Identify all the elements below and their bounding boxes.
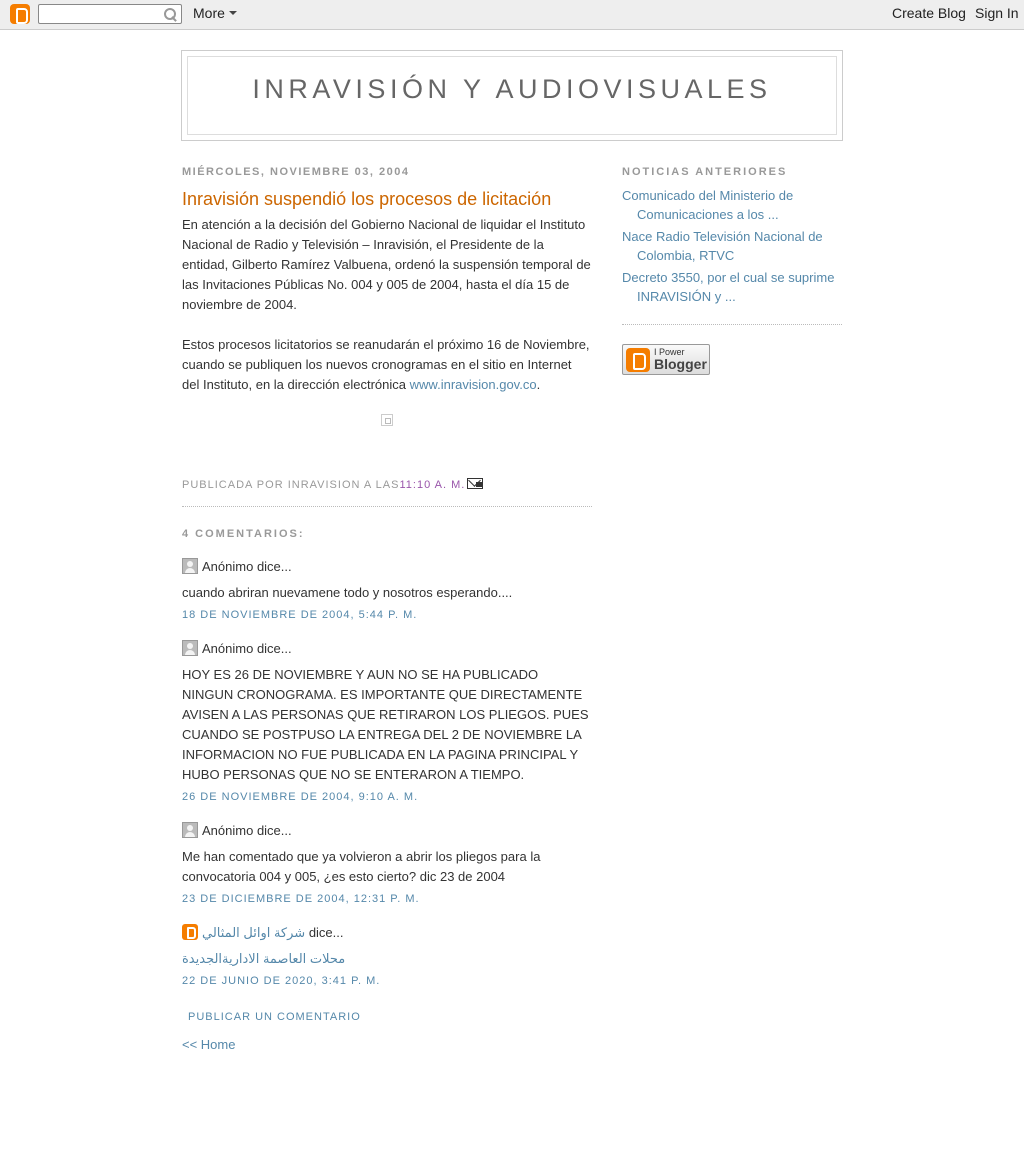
create-blog-link[interactable]: Create Blog bbox=[892, 5, 966, 21]
search-icon[interactable] bbox=[163, 7, 177, 21]
comment-timestamp-link[interactable]: 18 DE NOVIEMBRE DE 2004, 5:44 P. M. bbox=[182, 609, 418, 621]
comment-author-name: Anónimo bbox=[202, 641, 254, 656]
comment-author-name: Anónimo bbox=[202, 823, 254, 838]
blogger-logo-icon[interactable] bbox=[10, 4, 30, 24]
anonymous-user-icon bbox=[182, 558, 198, 574]
blog-header bbox=[181, 50, 843, 141]
comment-body: HOY ES 26 DE NOVIEMBRE Y AUN NO SE HA PUBLICADO NINGUN CRONOGRAMA. ES IMPORTANTE QUE DIRECTAMENTE AVISEN A LAS PERSONAS QUE RETIRARON LOS PLIEGOS. PUES CUANDO SE POSTPUSO LA ENTREGA DEL 2 DE NOVIEMBRE LA INFORMACION NO FUE PUBLICADA EN LA PAGINA PRINCIPAL Y HUBO PERSONAS QUE NO SE ENTERARON A TIEMPO. bbox=[182, 667, 589, 782]
anonymous-user-icon bbox=[182, 640, 198, 656]
comment-says: dice... bbox=[256, 559, 292, 574]
anonymous-user-icon bbox=[182, 822, 198, 838]
comment-body: cuando abriran nuevamene todo y nosotros esperando.... bbox=[182, 585, 513, 600]
inravision-website-link[interactable]: www.inravision.gov.co bbox=[409, 377, 537, 392]
sidebar bbox=[622, 164, 842, 375]
post-paragraph-2-text: Estos procesos licitatorios se reanudarán el próximo 16 de Noviembre, cuando se publiquen los nuevos cronogramas en el sitio en Internet del Instituto, en la dirección electrónica bbox=[182, 337, 590, 392]
comments-header: 4 COMENTARIOS: bbox=[182, 528, 305, 540]
blogger-user-icon bbox=[182, 924, 198, 940]
comment-says: dice... bbox=[256, 641, 292, 656]
comment-timestamp bbox=[182, 973, 592, 989]
post-paragraph-1: En atención a la decisión del Gobierno Nacional de liquidar el Instituto Nacional de Radio y Televisión – Inravisión, el Presidente de la entidad, Gilberto Ramírez Valbuena, ordenó la suspensión temporal de las Invitaciones Públicas No. 004 y 005 de 2004, hasta el día 15 de noviembre de 2004. bbox=[182, 217, 591, 312]
comment-timestamp bbox=[182, 607, 592, 623]
comment-author bbox=[182, 821, 592, 841]
comment-timestamp-link[interactable]: 23 DE DICIEMBRE DE 2004, 12:31 P. M. bbox=[182, 893, 420, 905]
comment-author bbox=[182, 639, 592, 659]
post-paragraph-2 bbox=[182, 335, 592, 395]
comment-timestamp bbox=[182, 891, 592, 907]
post-author-prefix: PUBLICADA POR INRAVISION A LAS bbox=[182, 479, 400, 491]
home-link[interactable]: << Home bbox=[182, 1037, 236, 1052]
blogger-navbar bbox=[0, 0, 1024, 30]
blog-header-inner bbox=[187, 56, 837, 135]
comment-timestamp-link[interactable]: 22 DE JUNIO DE 2020, 3:41 P. M. bbox=[182, 975, 381, 987]
post-footer bbox=[182, 477, 592, 493]
previous-post-item bbox=[622, 268, 842, 306]
previous-post-item bbox=[622, 227, 842, 265]
previous-posts-list bbox=[622, 186, 842, 306]
sign-in-link[interactable]: Sign In bbox=[975, 5, 1019, 21]
comment-body: Me han comentado que ya volvieron a abrir los pliegos para la convocatoria 004 y 005, ¿es esto cierto? dic 23 de 2004 bbox=[182, 849, 541, 884]
post-comment-link[interactable]: PUBLICAR UN COMENTARIO bbox=[188, 1011, 361, 1023]
comment bbox=[182, 639, 592, 805]
post-permalink-time[interactable]: 11:10 A. M. bbox=[399, 479, 466, 491]
post-divider bbox=[182, 506, 592, 507]
post-body bbox=[182, 215, 592, 395]
comment bbox=[182, 557, 592, 623]
sidebar-header: NOTICIAS ANTERIORES bbox=[622, 166, 788, 178]
search-input[interactable] bbox=[38, 4, 182, 24]
comment-says: dice... bbox=[256, 823, 292, 838]
previous-post-link[interactable]: Nace Radio Televisión Nacional de Colombia, RTVC bbox=[622, 229, 823, 263]
blog-title[interactable]: INRAVISIÓN Y AUDIOVISUALES bbox=[252, 74, 772, 104]
more-menu-button[interactable] bbox=[193, 5, 237, 21]
previous-post-item bbox=[622, 186, 842, 224]
more-label: More bbox=[193, 5, 225, 21]
post-title: Inravisión suspendió los procesos de licitación bbox=[182, 189, 552, 209]
comment bbox=[182, 821, 592, 907]
comment bbox=[182, 923, 592, 989]
comment-body-link[interactable]: محلات العاصمة الاداريةالجديدة bbox=[182, 951, 346, 966]
badge-big-text: Blogger bbox=[654, 356, 707, 372]
sidebar-divider bbox=[622, 324, 842, 325]
comment-says: dice... bbox=[308, 925, 344, 940]
comment-author bbox=[182, 557, 592, 577]
comment-author bbox=[182, 923, 592, 943]
email-post-icon[interactable] bbox=[467, 478, 483, 489]
powered-by-blogger-badge[interactable] bbox=[622, 344, 710, 375]
previous-post-link[interactable]: Comunicado del Ministerio de Comunicaciones a los ... bbox=[622, 188, 794, 222]
comment-timestamp bbox=[182, 789, 592, 805]
main-column bbox=[182, 164, 592, 1053]
badge-small-text: I Power bbox=[654, 347, 685, 357]
post-comment-section bbox=[182, 1009, 592, 1025]
post-paragraph-2-end: . bbox=[536, 377, 541, 392]
comment-author-link[interactable]: شركة اوائل المثالي bbox=[202, 925, 306, 940]
comment-timestamp-link[interactable]: 26 DE NOVIEMBRE DE 2004, 9:10 A. M. bbox=[182, 791, 419, 803]
chevron-down-icon bbox=[229, 11, 237, 15]
blogger-logo-icon bbox=[626, 348, 650, 372]
post-image-placeholder bbox=[381, 414, 393, 426]
previous-post-link[interactable]: Decreto 3550, por el cual se suprime INRAVISIÓN y ... bbox=[622, 270, 835, 304]
comment-body bbox=[182, 949, 592, 969]
post-date: MIÉRCOLES, NOVIEMBRE 03, 2004 bbox=[182, 166, 410, 178]
comment-author-name: Anónimo bbox=[202, 559, 254, 574]
